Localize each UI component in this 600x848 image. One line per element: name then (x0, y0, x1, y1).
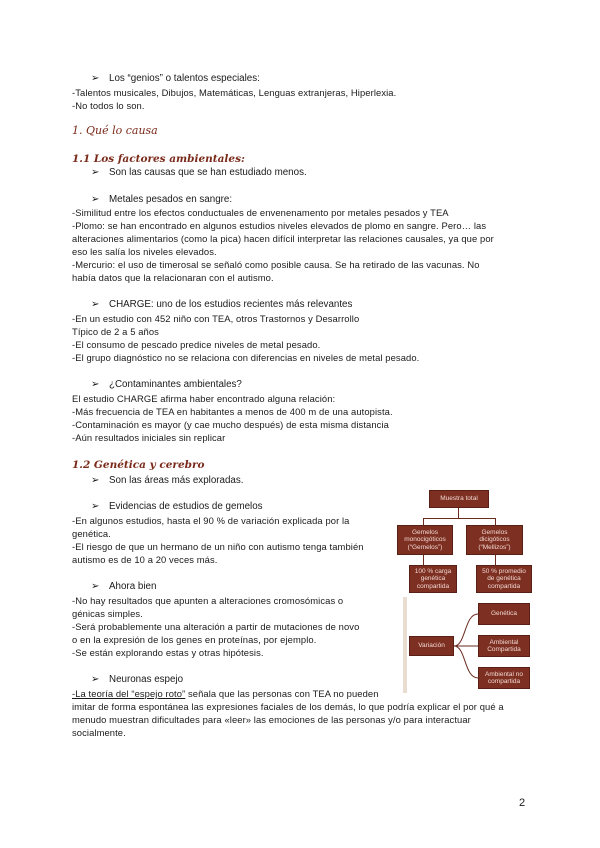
text-line: genética. (72, 528, 111, 539)
text-line: socialmente. (72, 727, 126, 738)
heading-genetica-cerebro: 1.2 Genética y cerebro (72, 459, 205, 471)
text-line-espejo-roto: -La teoría del “espejo roto” señala que las personas con TEA no pueden (72, 688, 379, 699)
arrow-bullet-icon: ➢ (91, 674, 100, 685)
text-line: -El consumo de pescado predice niveles de metal pesado. (72, 339, 321, 350)
diagram-box-di-share: 50 % promedio de genética compartida (476, 565, 532, 593)
text-line: -Aún resultados iniciales sin replicar (72, 432, 226, 443)
text-line: -Se están explorando estas y otras hipótesis. (72, 647, 264, 658)
arrow-bullet-icon: ➢ (91, 475, 100, 486)
heading-factores-ambientales: 1.1 Los factores ambientales: (72, 153, 245, 165)
bullet-metales: ➢ Metales pesados en sangre: (91, 194, 233, 205)
bullet-contaminantes: ➢ ¿Contaminantes ambientales? (91, 379, 242, 390)
text-line: eso les salía los niveles elevados. (72, 246, 217, 257)
text-line: había datos que la relacionaran con el autismo. (72, 272, 274, 283)
page-number: 2 (519, 797, 526, 809)
diagram-box-variacion: Variación (409, 636, 454, 656)
heading-que-lo-causa: 1. Qué lo causa (72, 124, 158, 137)
diagram-connector (458, 508, 459, 518)
text-line: El estudio CHARGE afirma haber encontrado alguna relación: (72, 393, 336, 404)
text-line: autismo es de 10 a 20 veces más. (72, 554, 218, 565)
espejo-roto-underlined: -La teoría del “espejo roto” (72, 688, 186, 699)
text-line: -Más frecuencia de TEA en habitantes a menos de 400 m de una autopista. (72, 406, 393, 417)
diagram-box-muestra-total: Muestra total (429, 490, 489, 508)
diagram-bracket (403, 597, 407, 693)
arrow-bullet-icon: ➢ (91, 379, 100, 390)
text-line: imitar de forma espontánea las expresiones faciales de los demás, lo que podría explicar el por qué a (72, 701, 504, 712)
text-line: -El grupo diagnóstico no se relaciona con diferencias en niveles de metal pesado. (72, 352, 420, 363)
bullet-gemelos: ➢ Evidencias de estudios de gemelos (91, 501, 263, 512)
text-line: menudo muestran dificultades para «leer» las emociones de las personas y/o para interactuar (72, 714, 471, 725)
text-line: -Similitud entre los efectos conductuales de envenenamento por metales pesados y TEA (72, 207, 449, 218)
text-line: -Contaminación es mayor (y cae mucho después) de esta misma distancia (72, 419, 389, 430)
bullet-son-causas: ➢ Son las causas que se han estudiado menos. (91, 167, 307, 178)
text-line: o en la expresión de los genes en proteínas, por ejemplo. (72, 634, 317, 645)
bullet-charge: ➢ CHARGE: uno de los estudios recientes más relevantes (91, 299, 353, 310)
text-line: -Será probablemente una alteración a partir de mutaciones de novo (72, 621, 360, 632)
diagram-box-mono-share: 100 % carga genética compartida (409, 565, 457, 593)
arrow-bullet-icon: ➢ (91, 167, 100, 178)
bullet-neuronas: ➢ Neuronas espejo (91, 674, 184, 685)
text-line: -En un estudio con 452 niño con TEA, otros Trastornos y Desarrollo (72, 313, 360, 324)
diagram-box-gemelos-mono: Gemelos monocigóticos (“Gemelos”) (397, 525, 453, 555)
arrow-bullet-icon: ➢ (91, 73, 100, 84)
text-line: -No hay resultados que apunten a alteraciones cromosómicas o (72, 595, 344, 606)
diagram-connector (423, 555, 424, 565)
diagram-connector (495, 518, 496, 525)
arrow-bullet-icon: ➢ (91, 299, 100, 310)
text-line: -El riesgo de que un hermano de un niño con autismo tenga también (72, 541, 364, 552)
text-line: Típico de 2 a 5 años (72, 326, 159, 337)
arrow-bullet-icon: ➢ (91, 194, 100, 205)
diagram-box-genetica: Genética (478, 603, 530, 625)
arrow-bullet-icon: ➢ (91, 501, 100, 512)
text-line: -Plomo: se han encontrado en algunos estudios niveles elevados de plomo en sangre. Pero… las (72, 220, 487, 231)
arrow-bullet-icon: ➢ (91, 581, 100, 592)
bullet-areas: ➢ Son las áreas más exploradas. (91, 475, 244, 486)
diagram-connector (423, 518, 424, 525)
text-line: génicas simples. (72, 608, 143, 619)
diagram-box-gemelos-di: Gemelos dicigóticos (“Mellizos”) (466, 525, 523, 555)
diagram-box-ambiental-no-compartida: Ambiental no compartida (478, 667, 530, 689)
text-line: -En algunos estudios, hasta el 90 % de variación explicada por la (72, 515, 350, 526)
diagram-connector (423, 518, 495, 519)
bullet-ahora-bien: ➢ Ahora bien (91, 581, 157, 592)
bullet-genios: ➢ Los “genios” o talentos especiales: (91, 73, 260, 84)
text-line: -Mercurio: el uso de timerosal se señaló como posible causa. Se ha retirado de las vacunas. No (72, 259, 480, 270)
text-line: alteraciones alimentarios (como la pica) hacen difícil interpretar las relaciones causales, ya que por (72, 233, 494, 244)
diagram-connector (495, 555, 496, 565)
diagram-branch-lines (454, 600, 478, 690)
diagram-box-ambiental-compartida: Ambiental Compartida (478, 635, 530, 657)
text-line: -Talentos musicales, Dibujos, Matemáticas, Lenguas extranjeras, Hiperlexia. (72, 87, 397, 98)
text-line: -No todos lo son. (72, 100, 145, 111)
